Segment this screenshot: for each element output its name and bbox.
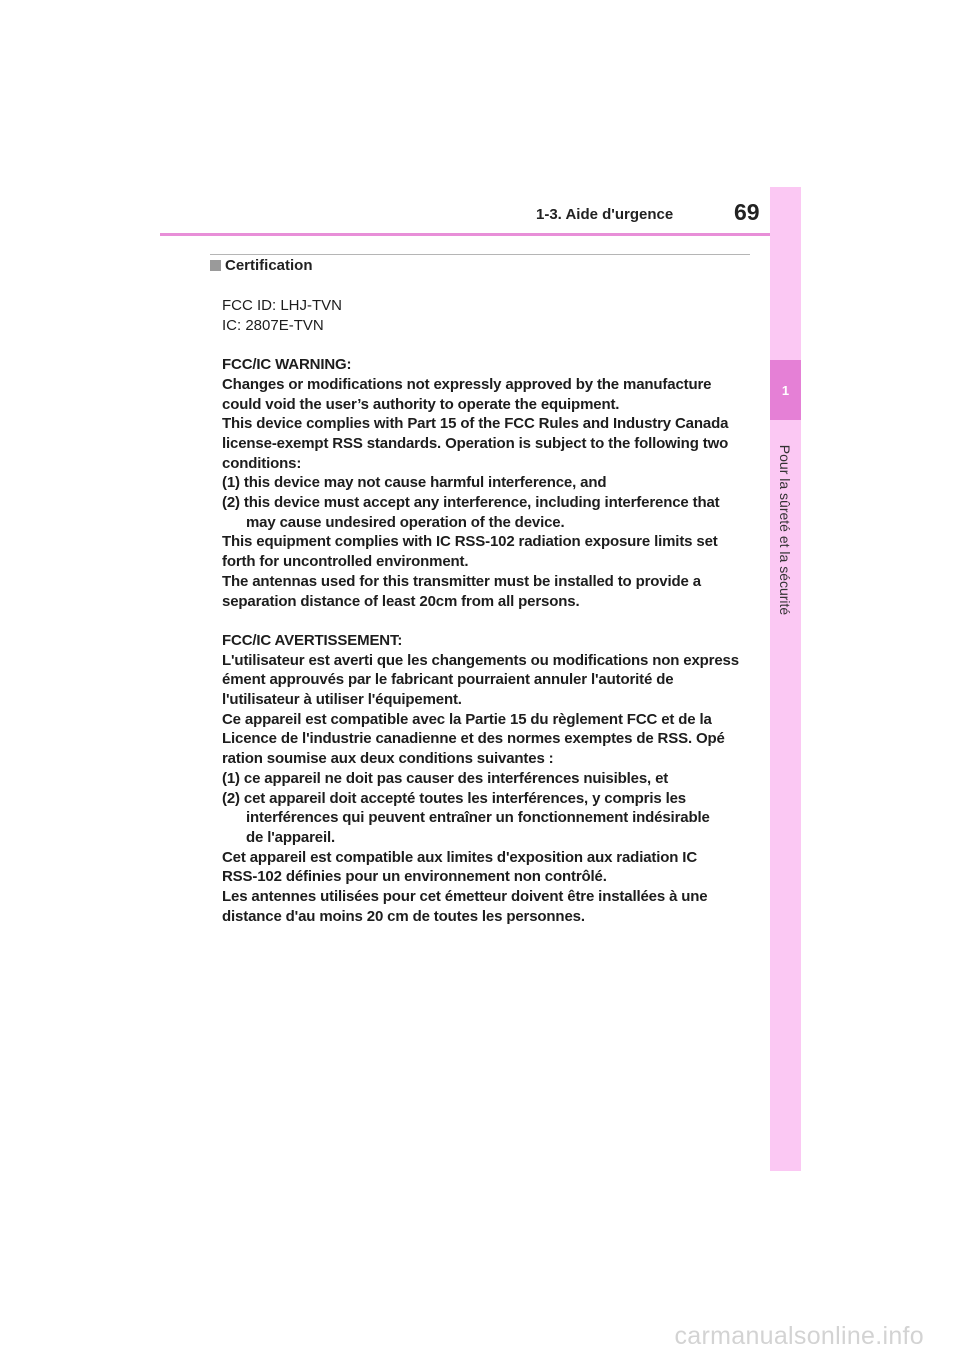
warning-en-line: separation distance of least 20cm from all persons.	[222, 592, 580, 610]
ic-id-line: IC: 2807E-TVN	[222, 316, 324, 334]
fcc-id-line: FCC ID: LHJ-TVN	[222, 297, 342, 314]
warning-fr-line: L'utilisateur est averti que les changements ou modifications non express	[222, 651, 739, 669]
warning-en-line: The antennas used for this transmitter must be installed to provide a	[222, 572, 701, 590]
warning-fr-line: ément approuvés par le fabricant pourraient annuler l'autorité de	[222, 671, 674, 689]
certification-block	[222, 296, 752, 926]
warning-fr-line: de l'appareil.	[246, 828, 335, 846]
warning-fr	[222, 631, 752, 927]
footer-watermark: carmanualsonline.info	[674, 1322, 924, 1350]
page-number: 69	[734, 199, 760, 225]
warning-en-line: conditions:	[222, 454, 302, 472]
warning-fr-heading: FCC/IC AVERTISSEMENT:	[222, 631, 403, 649]
warning-en-line: (2) this device must accept any interference, including interference that	[222, 494, 720, 512]
section-title: 1-3. Aide d'urgence	[536, 206, 674, 223]
square-bullet-icon	[210, 260, 221, 271]
warning-fr-line: interférences qui peuvent entraîner un fonctionnement indésirable	[246, 809, 710, 827]
warning-fr-line: RSS-102 définies pour un environnement non contrôlé.	[222, 868, 607, 886]
warning-fr-line: ration soumise aux deux conditions suivantes :	[222, 750, 554, 768]
warning-en-line: Changes or modifications not expressly approved by the manufacture	[222, 375, 712, 393]
warning-en-line: may cause undesired operation of the device.	[246, 513, 565, 531]
warning-en	[222, 355, 752, 611]
warning-en-line: This device complies with Part 15 of the FCC Rules and Industry Canada	[222, 415, 729, 433]
warning-en-heading: FCC/IC WARNING:	[222, 356, 352, 374]
warning-fr-line: Ce appareil est compatible avec la Partie 15 du règlement FCC et de la	[222, 710, 712, 728]
warning-en-line: could void the user’s authority to operate the equipment.	[222, 395, 620, 413]
warning-fr-line: Les antennes utilisées pour cet émetteur doivent être installées à une	[222, 888, 708, 906]
warning-en-line: (1) this device may not cause harmful interference, and	[222, 474, 607, 492]
warning-fr-line: l'utilisateur à utiliser l'équipement.	[222, 691, 462, 709]
warning-fr-line: distance d'au moins 20 cm de toutes les personnes.	[222, 907, 585, 925]
subsection-heading	[210, 257, 313, 274]
warning-fr-line: Cet appareil est compatible aux limites d'exposition aux radiation IC	[222, 848, 698, 866]
warning-fr-line: Licence de l'industrie canadienne et des normes exemptes de RSS. Opé	[222, 730, 725, 748]
chapter-number-badge: 1	[770, 360, 801, 420]
header-divider	[160, 233, 770, 236]
chapter-label: Pour la sûreté et la sécurité	[777, 444, 793, 616]
chapter-side-tab	[770, 187, 801, 1171]
warning-fr-line: (1) ce appareil ne doit pas causer des interférences nuisibles, et	[222, 769, 669, 787]
subsection-title: Certification	[225, 257, 313, 274]
warning-en-line: forth for uncontrolled environment.	[222, 553, 469, 571]
warning-en-line: This equipment complies with IC RSS-102 radiation exposure limits set	[222, 533, 718, 551]
warning-fr-line: (2) cet appareil doit accepté toutes les interférences, y compris les	[222, 789, 686, 807]
subsection-divider	[210, 254, 750, 255]
warning-en-line: license-exempt RSS standards. Operation is subject to the following two	[222, 434, 729, 452]
